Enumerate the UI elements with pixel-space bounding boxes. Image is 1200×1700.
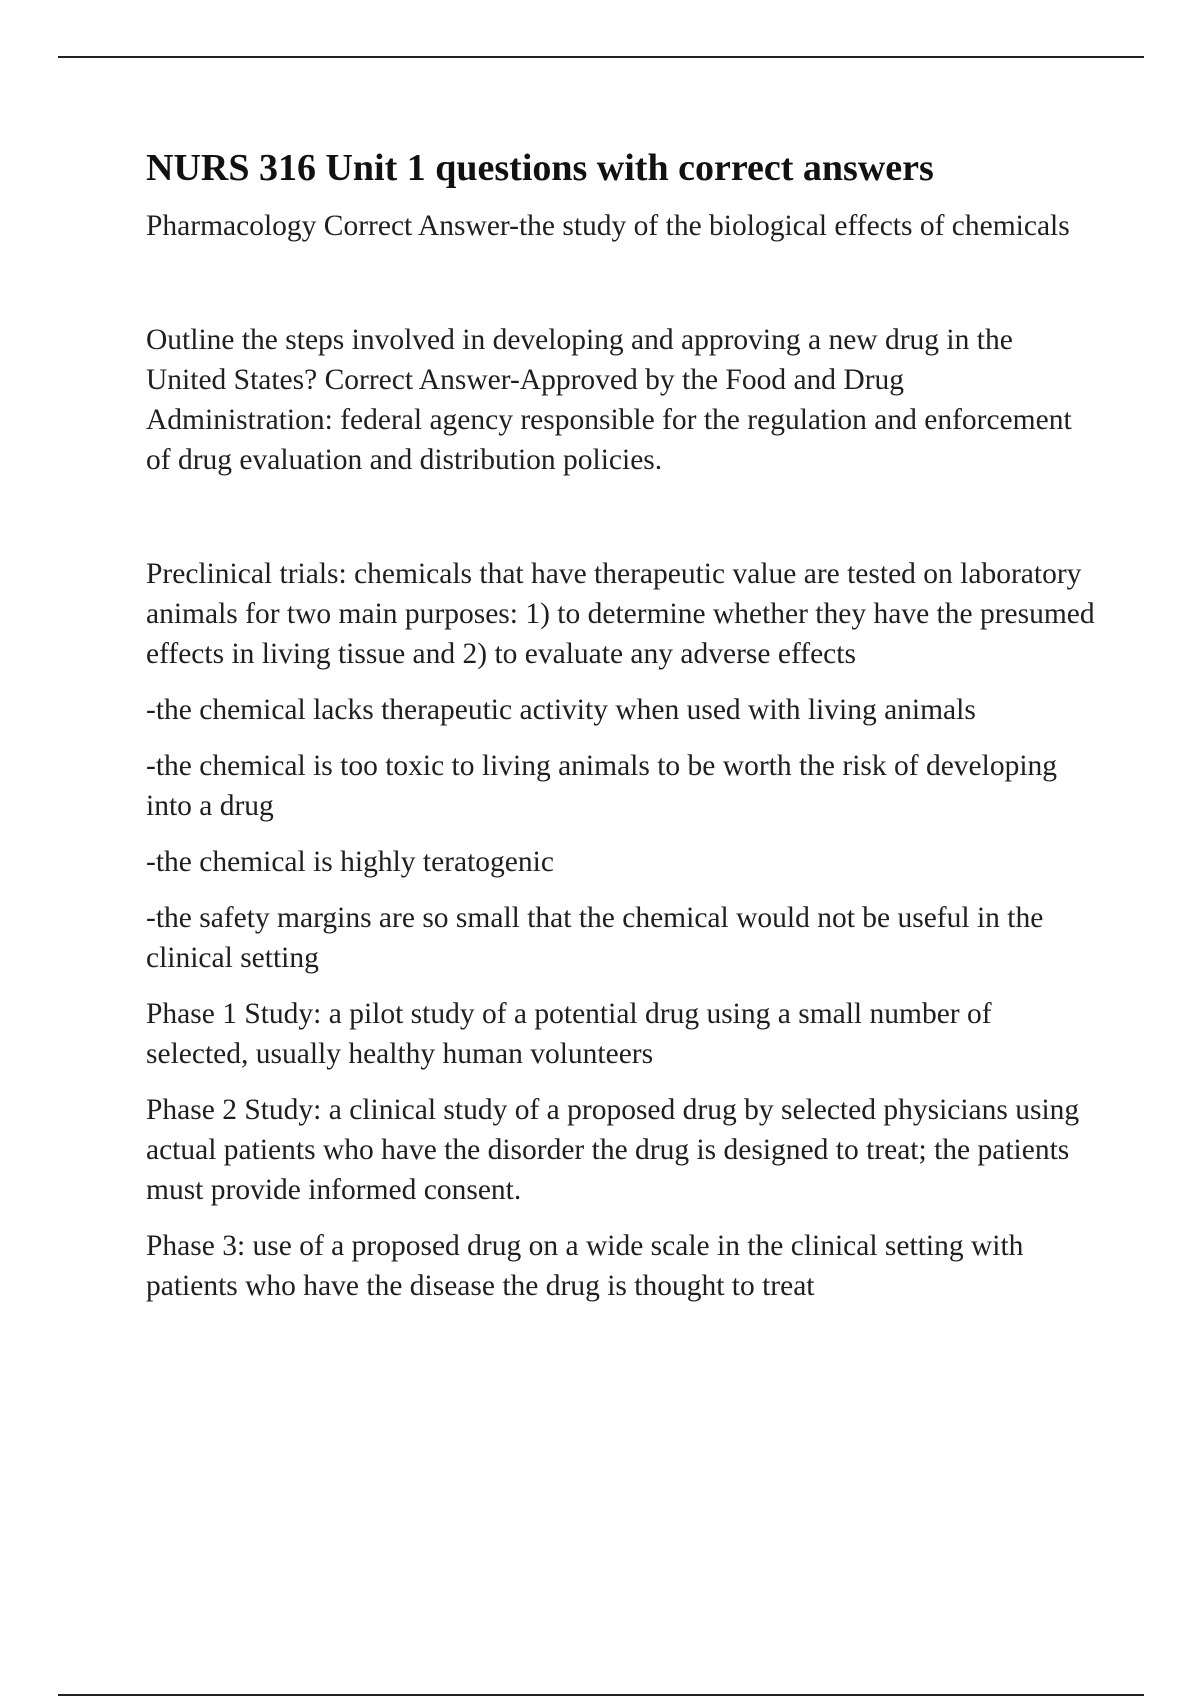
paragraph-bullet-lacks-activity: -the chemical lacks therapeutic activity when used with living animals	[146, 694, 976, 726]
document-body	[146, 144, 1096, 1322]
paragraph-phase-2-study: Phase 2 Study: a clinical study of a proposed drug by selected physicians using actual patients who have the disorder the drug is designed to treat; the patients must provide informed consent.	[146, 1094, 1080, 1206]
top-divider	[58, 56, 1144, 58]
page-title: NURS 316 Unit 1 questions with correct answers	[146, 147, 934, 189]
bottom-divider	[58, 1694, 1144, 1696]
paragraph-bullet-too-toxic: -the chemical is too toxic to living animals to be worth the risk of developing into a drug	[146, 750, 1058, 822]
paragraph-phase-3: Phase 3: use of a proposed drug on a wide scale in the clinical setting with patients who have the disease the drug is thought to treat	[146, 1230, 1024, 1302]
paragraph-bullet-safety-margins: -the safety margins are so small that the chemical would not be useful in the clinical setting	[146, 902, 1044, 974]
paragraph-bullet-teratogenic: -the chemical is highly teratogenic	[146, 846, 554, 878]
paragraph-pharmacology-definition: Pharmacology Correct Answer-the study of the biological effects of chemicals	[146, 210, 1070, 242]
paragraph-phase-1-study: Phase 1 Study: a pilot study of a potential drug using a small number of selected, usually healthy human volunteers	[146, 998, 992, 1070]
paragraph-drug-approval-steps: Outline the steps involved in developing and approving a new drug in the United States? Correct Answer-Approved by the Food and Drug Administration: federal agency responsible for the regulation and enforcement of drug evaluation and distribution policies.	[146, 324, 1072, 476]
paragraph-preclinical-trials: Preclinical trials: chemicals that have therapeutic value are tested on laboratory animals for two main purposes: 1) to determine whether they have the presumed effects in living tissue and 2) to evaluate any adverse effects	[146, 558, 1095, 670]
